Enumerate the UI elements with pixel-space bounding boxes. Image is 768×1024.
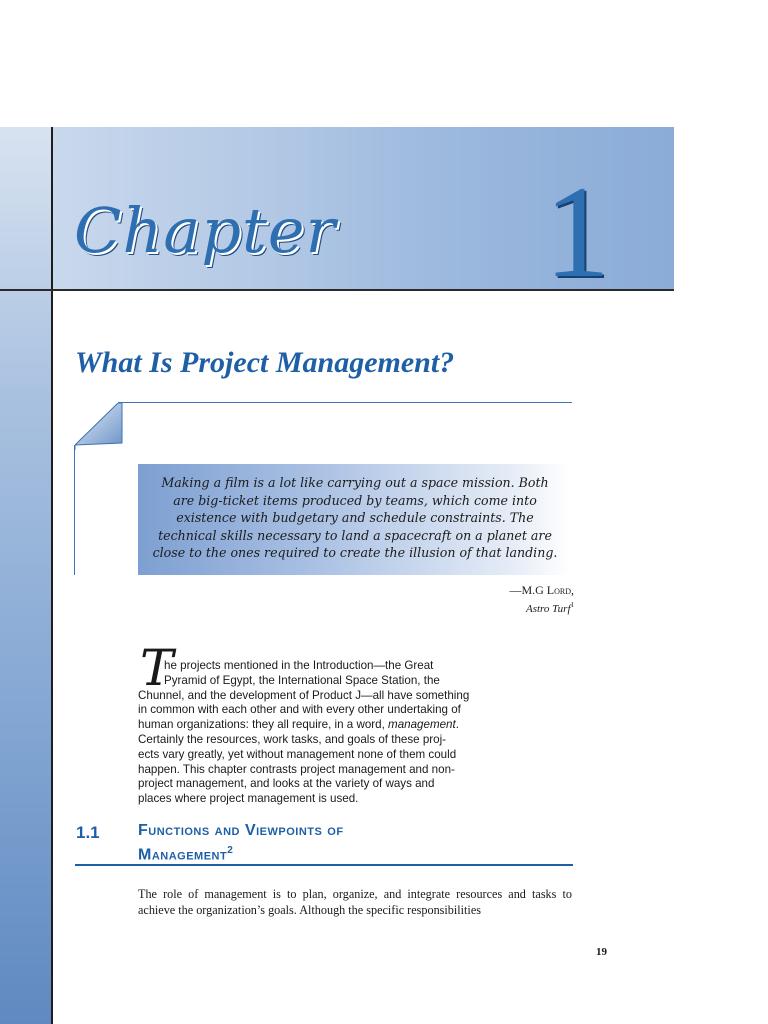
quote-frame-top: [118, 402, 572, 403]
footnote-marker: 2: [227, 845, 234, 856]
intro-line: happen. This chapter contrasts project management and non-: [138, 762, 455, 776]
section-paragraph: The role of management is to plan, organize, and integrate resources and tasks to achieve the organization’s goals. Although the specific responsibilities: [138, 887, 572, 917]
footnote-marker: 1: [570, 601, 574, 609]
intro-line: places where project management is used.: [138, 792, 359, 806]
intro-emphasis-tail: .: [455, 718, 459, 732]
chapter-title: What Is Project Management?: [75, 346, 455, 379]
section-title: [138, 821, 578, 865]
section-number: 1.1: [76, 823, 100, 842]
epigraph-attribution: [509, 583, 574, 617]
intro-line: Pyramid of Egypt, the International Space Station, the: [164, 673, 440, 687]
intro-line: he projects mentioned in the Introduction—the Great: [164, 659, 434, 672]
intro-emphasis: management: [388, 718, 456, 732]
section-rule: [75, 864, 573, 866]
intro-line: human organizations: they all require, in a word,: [138, 718, 389, 732]
intro-line: Certainly the resources, work tasks, and goals of these proj-: [138, 732, 447, 746]
chapter-number: 1: [544, 158, 610, 305]
intro-paragraph: [138, 659, 572, 807]
epigraph-text: Making a film is a lot like carrying out a space mission. Both are big-ticket items produced by teams, which come into existence with budgetary and schedule constraints. The technical skills necessary to land a spacecraft on a planet are close to the ones required to create the illusion of that landing.: [152, 475, 558, 561]
left-margin-band: [0, 127, 52, 1024]
intro-line: in common with each other and with every other undertaking of: [138, 703, 461, 717]
intro-line: project management, and looks at the variety of ways and: [138, 777, 435, 791]
page-number: 19: [596, 946, 607, 958]
epigraph-author: —M.G Lord,: [509, 583, 574, 597]
chapter-label: Chapter: [74, 194, 337, 267]
intro-line: ects vary greatly, yet without management none of them could: [138, 747, 457, 761]
intro-line: Chunnel, and the development of Product J—all have something: [138, 688, 470, 702]
section-title-line: Management: [138, 846, 228, 864]
page-curl-icon: [75, 403, 125, 450]
epigraph-work: Astro Turf: [525, 603, 571, 615]
section-title-line: Functions and Viewpoints of: [138, 822, 344, 839]
drop-cap: T: [140, 639, 174, 697]
quote-frame-left: [74, 445, 75, 575]
